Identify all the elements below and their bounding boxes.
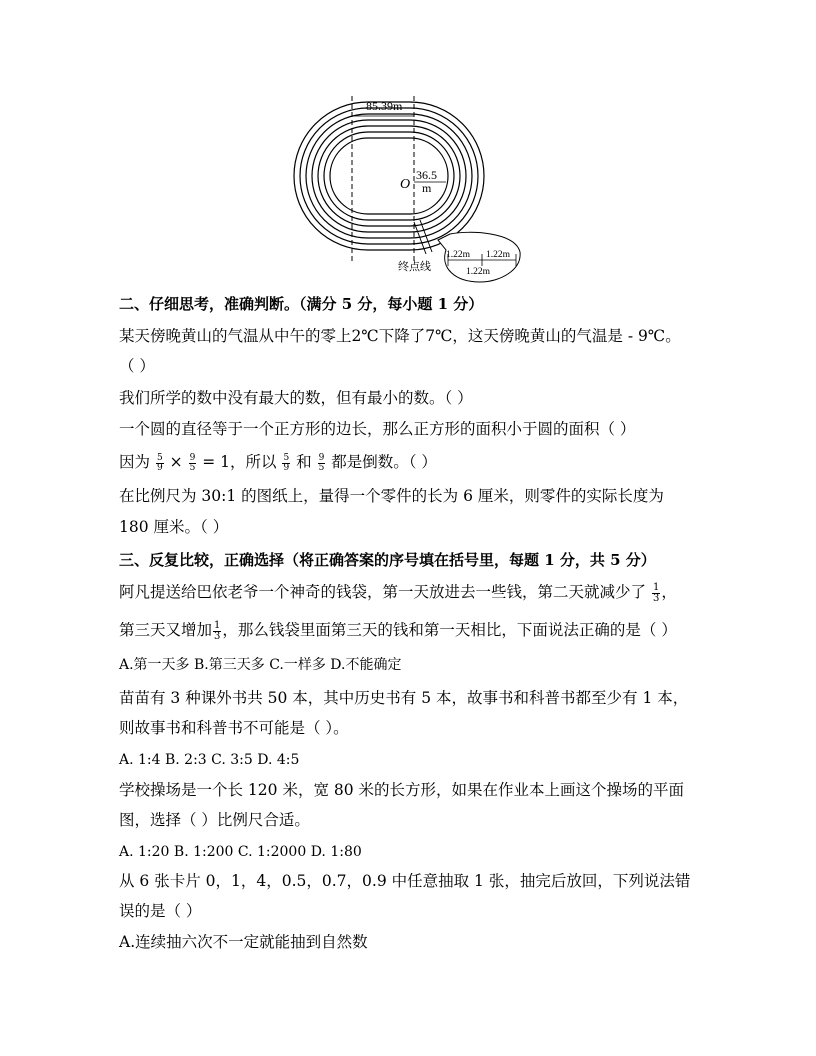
choice-q1-line2-end: ，那么钱袋里面第三天的钱和第一天相比，下面说法正确的是（ ） [222,621,677,639]
judge-q5-line2: 180 厘米。（ ） [119,518,229,536]
fraction-denominator: 5 [318,462,325,473]
track-lanes [294,102,484,250]
running-track-figure [290,92,530,284]
fraction-1-3 [652,583,660,604]
times-sign: × [169,453,183,471]
fraction-1-3-b [213,621,221,642]
radius-unit: m [422,181,432,195]
judge-q4-equals: = 1，所以 [202,453,277,471]
choice-q1-line2 [119,620,677,642]
judge-q4-prefix: 因为 [119,453,151,471]
judge-q4-suffix: 都是倒数。（ ） [331,453,437,471]
fraction-5-9-b [282,454,290,473]
fraction-denominator: 3 [652,592,660,604]
choice-q2-line1: 苗苗有 3 种课外书共 50 本，其中历史书有 5 本，故事书和科普书都至少有 1 本， [119,689,689,707]
fraction-5-9 [156,454,164,473]
section-two-heading: 二、仔细思考，准确判断。（满分 5 分，每小题 1 分） [119,295,484,313]
judge-q1-line1: 某天傍晚黄山的气温从中午的零上2℃下降了7℃，这天傍晚黄山的气温是 - 9℃。 [119,327,681,345]
fraction-denominator: 9 [156,462,163,473]
choice-q1-comma: ， [661,583,677,601]
fraction-numerator: 9 [318,452,325,463]
choice-q1-text: 阿凡提送给巴依老爷一个神奇的钱袋，第一天放进去一些钱，第二天就减少了 [119,583,647,601]
center-label: O [400,177,411,192]
fraction-numerator: 5 [156,452,163,463]
choice-q3-line1: 学校操场是一个长 120 米，宽 80 米的长方形，如果在作业本上画这个操场的平面 [119,781,685,799]
fraction-numerator: 1 [652,581,660,593]
choice-q2-line2: 则故事书和科普书不可能是（ ）。 [119,719,349,737]
fraction-denominator: 3 [214,630,221,642]
fraction-numerator: 9 [189,452,196,463]
lane-width-label-a: 1.22m [446,250,471,260]
fraction-9-5-b [318,454,326,473]
judge-q1-line2: （ ） [119,357,155,375]
choice-q2-options: A. 1:4 B. 2:3 C. 3:5 D. 4:5 [119,752,300,768]
choice-q3-line2: 图，选择（ ）比例尺合适。 [119,811,310,829]
choice-q1-options: A.第一天多 B.第三天多 C.一样多 D.不能确定 [119,657,402,673]
choice-q1-line2-start: 第三天又增加 [119,621,213,639]
fraction-denominator: 9 [283,462,290,473]
choice-q4-line1: 从 6 张卡片 0，1，4，0.5，0.7，0.9 中任意抽取 1 张，抽完后放回，下列说法错 [119,872,691,890]
choice-q4-option-a: A.连续抽六次不一定就能抽到自然数 [119,933,368,951]
radius-number: 36.5 [416,168,437,182]
lane-width-label-b: 1.22m [486,250,511,260]
judge-q4-and: 和 [296,453,312,471]
running-track-diagram [290,92,530,284]
fraction-numerator: 1 [214,619,221,631]
judge-q2: 我们所学的数中没有最大的数，但有最小的数。（ ） [119,389,473,407]
choice-q4-line2: 误的是（ ） [119,902,202,920]
top-length-label: 85.39m [366,99,403,113]
judge-q4 [119,452,437,473]
fraction-denominator: 5 [189,462,196,473]
finish-line-label: 终点线 [398,261,431,273]
section-three-heading: 三、反复比较，正确选择（将正确答案的序号填在括号里，每题 1 分，共 5 分） [119,551,656,569]
choice-q1-line1 [119,582,677,604]
fraction-9-5 [189,454,197,473]
choice-q3-options: A. 1:20 B. 1:200 C. 1:2000 D. 1:80 [119,844,362,860]
fraction-numerator: 5 [283,452,290,463]
lane-width-label-c: 1.22m [466,267,491,277]
judge-q3: 一个圆的直径等于一个正方形的边长，那么正方形的面积小于圆的面积（ ） [119,420,636,438]
judge-q5-line1: 在比例尺为 30:1 的图纸上，量得一个零件的长为 6 厘米，则零件的实际长度为 [119,487,664,505]
